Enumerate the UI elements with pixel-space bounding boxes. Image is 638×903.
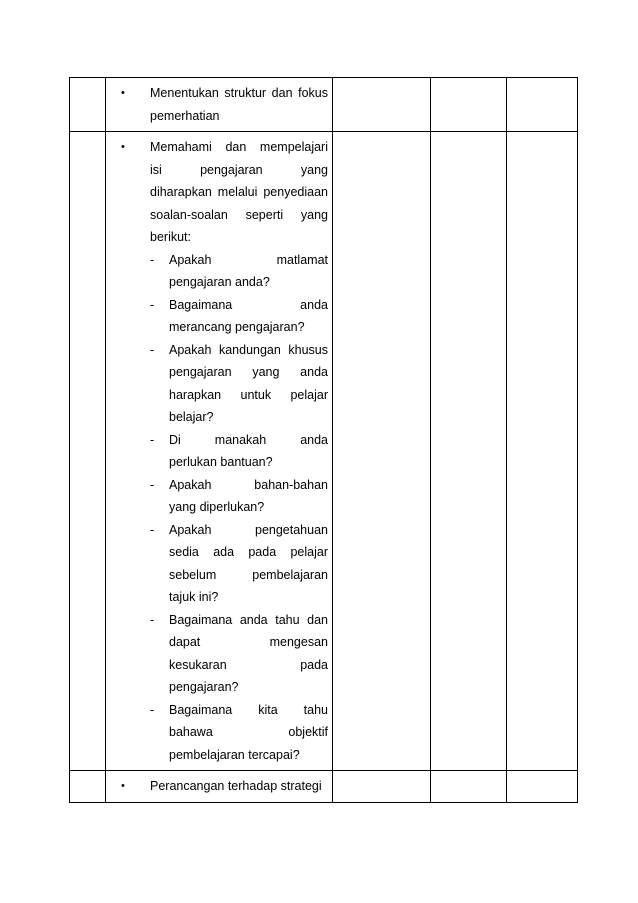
rating-cell (431, 771, 507, 803)
question-text-line: Di manakah anda (169, 432, 328, 447)
item-text-line: berikut: (150, 230, 191, 244)
question-text-line: sebelum pembelajaran (169, 567, 328, 582)
item-cell (106, 78, 333, 132)
bullet-icon: • (121, 87, 125, 99)
remarks-cell (507, 132, 578, 771)
checklist-table (69, 77, 578, 803)
item-text-line: Perancangan terhadap strategi (150, 779, 322, 793)
question-text-line: Bagaimana kita tahu (169, 702, 328, 717)
bullet-item (120, 82, 328, 127)
table-row (70, 78, 578, 132)
question-text-line: pembelajaran tercapai? (169, 747, 300, 762)
dash-marker: - (150, 297, 155, 312)
bullet-icon: • (121, 141, 125, 153)
question-text-line: Apakah bahan-bahan (169, 477, 328, 492)
dash-marker: - (150, 342, 155, 357)
question-text-line: merancang pengajaran? (169, 320, 305, 334)
question-text-line: kesukaran pada (169, 657, 328, 672)
bullet-item (120, 775, 328, 798)
question-item (149, 699, 328, 767)
question-item (149, 474, 328, 519)
question-text-line: Bagaimana anda (169, 297, 328, 312)
table-row (70, 771, 578, 803)
number-cell (70, 78, 106, 132)
dash-marker: - (150, 612, 155, 627)
question-text-line: Bagaimana anda tahu dan (169, 612, 328, 627)
dash-marker: - (150, 252, 155, 267)
question-item (149, 249, 328, 294)
item-text-line: isi pengajaran yang (150, 162, 328, 177)
question-text-line: Apakah kandungan khusus (169, 342, 328, 357)
dash-marker: - (150, 432, 155, 447)
item-cell (106, 771, 333, 803)
question-text-line: Apakah pengetahuan (169, 522, 328, 537)
item-text-line: soalan-soalan seperti yang (150, 207, 328, 222)
question-item (149, 339, 328, 429)
question-text-line: pengajaran? (169, 680, 239, 694)
remarks-cell (507, 78, 578, 132)
item-cell (106, 132, 333, 771)
question-text-line: Apakah matlamat (169, 252, 328, 267)
question-list (120, 249, 328, 767)
rating-cell (431, 132, 507, 771)
question-item (149, 519, 328, 609)
question-item (149, 294, 328, 339)
table-body (70, 78, 578, 803)
question-text-line: sedia ada pada pelajar (169, 545, 328, 559)
dash-marker: - (150, 477, 155, 492)
dash-marker: - (150, 702, 155, 717)
bullet-icon: • (121, 780, 125, 792)
item-text-line: Menentukan struktur dan fokus (150, 86, 328, 100)
item-text-line: Memahami dan mempelajari (150, 140, 328, 154)
rating-cell (431, 78, 507, 132)
number-cell (70, 132, 106, 771)
notes-cell (333, 78, 431, 132)
question-text-line: harapkan untuk pelajar (169, 387, 328, 402)
notes-cell (333, 132, 431, 771)
question-text-line: tajuk ini? (169, 590, 219, 604)
question-text-line: dapat mengesan (169, 635, 328, 649)
dash-marker: - (150, 522, 155, 537)
question-text-line: pengajaran anda? (169, 275, 270, 289)
bullet-item (120, 136, 328, 249)
question-text-line: bahawa objektif (169, 725, 328, 739)
question-text-line: yang diperlukan? (169, 500, 265, 514)
remarks-cell (507, 771, 578, 803)
number-cell (70, 771, 106, 803)
question-text-line: pengajaran yang anda (169, 365, 328, 379)
question-text-line: belajar? (169, 410, 214, 424)
question-item (149, 609, 328, 699)
item-text-line: diharapkan melalui penyediaan (150, 185, 328, 199)
notes-cell (333, 771, 431, 803)
question-item (149, 429, 328, 474)
question-text-line: perlukan bantuan? (169, 455, 273, 469)
table-row (70, 132, 578, 771)
item-text-line: pemerhatian (150, 108, 220, 123)
